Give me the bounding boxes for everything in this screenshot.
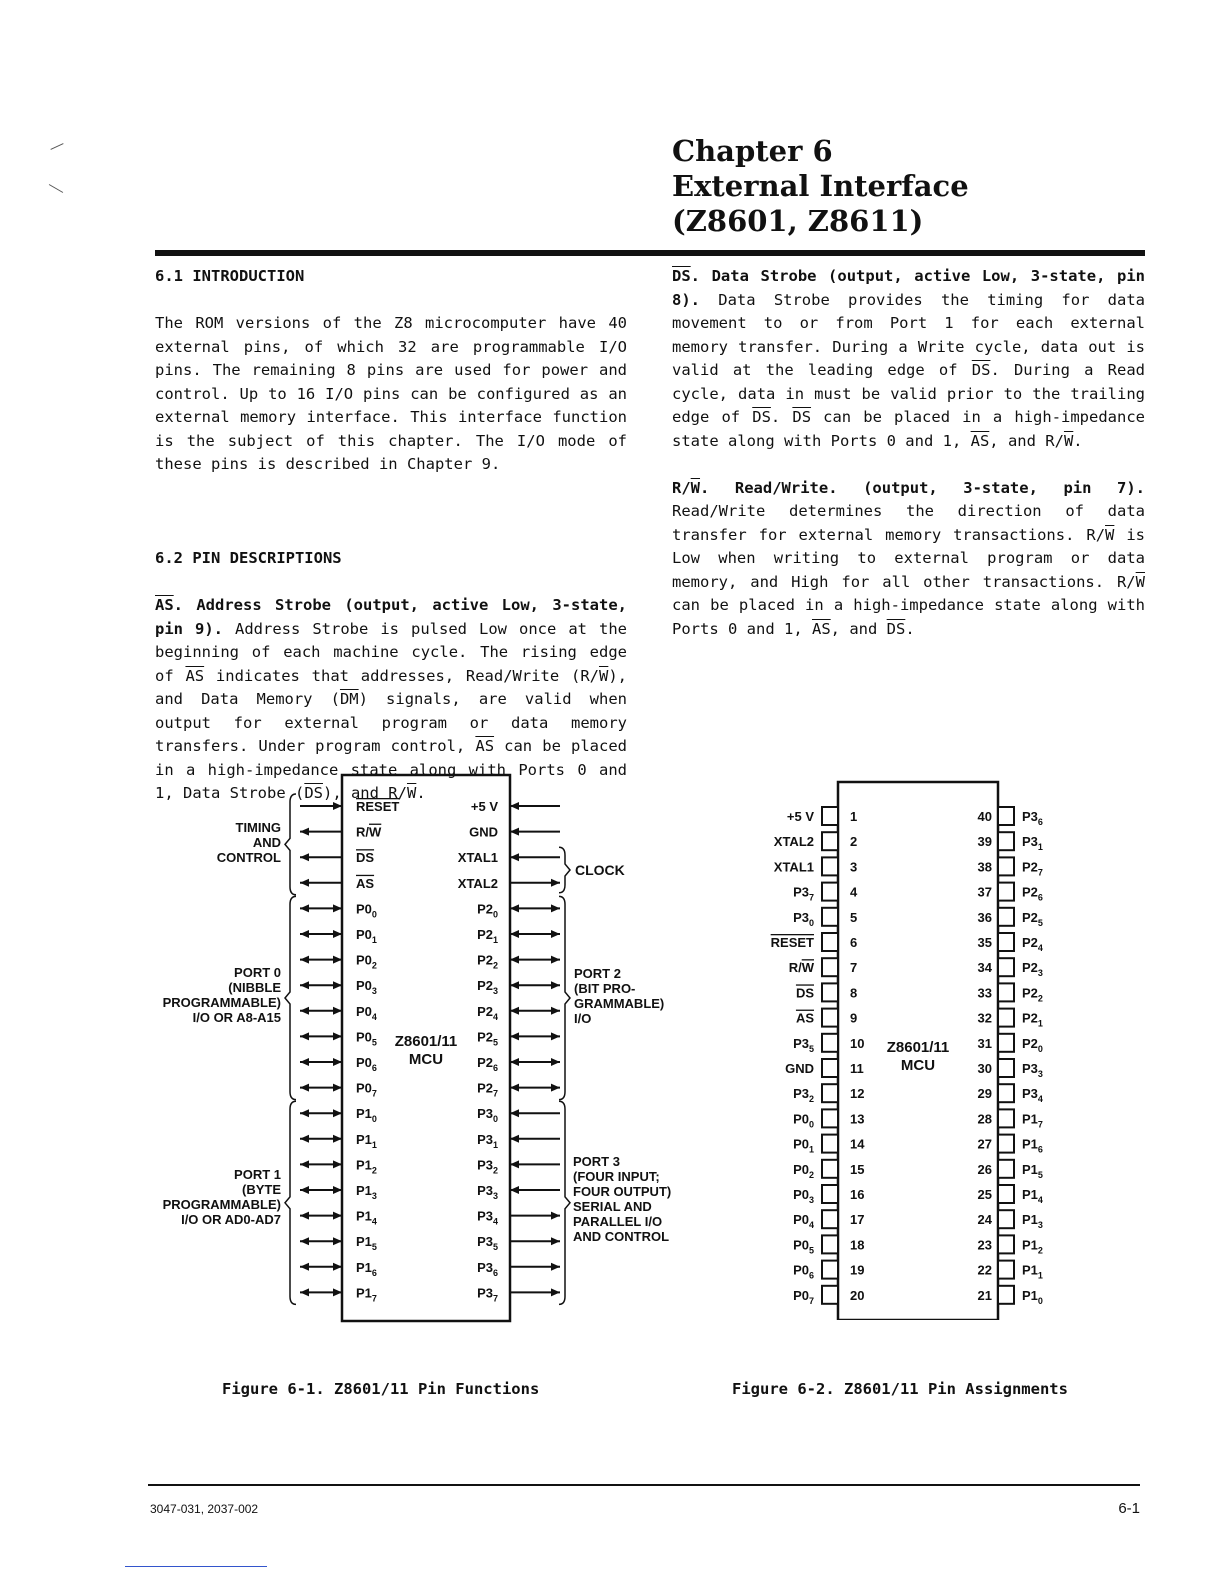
fig1-left-signal-arrow (300, 1109, 342, 1117)
fig2-pin-26 (998, 1160, 1014, 1178)
fig1-chip-name: Z8601/11 (394, 1033, 458, 1050)
fig1-group-port3-label: PORT 3 (573, 1154, 620, 1169)
fig2-pin-14 (822, 1135, 838, 1153)
fig1-timing-brace (285, 794, 296, 895)
fig1-left-pin-label: $P1_3$ (356, 1183, 377, 1201)
fig2-left-pin-number: 15 (850, 1161, 865, 1177)
fig2-pin-22 (998, 1261, 1014, 1279)
as-description: $\overline{AS}$. Address Strobe (output, active Low, 3-state, pin 9). Address Strobe is pulsed Low once at the beginning of each machine cycle. The rising edge of $\overline{AS}$ indicates that addresses, Read/Write $(R/\overline{W})$, and Data Memory $(\overline{DM})$ signals, are valid when output for external program or data memory transfers. Under program control, $\overline{AS}$ can be placed in a high-impedance state along with Ports 0 and 1, Data Strobe $(\overline{DS})$, and $R/\overline{W}$. (155, 596, 628, 802)
fig2-right-pin-number: 35 (977, 935, 992, 950)
fig1-right-pin-label: $P2_5$ (477, 1029, 498, 1048)
fig2-left-pin-number: 17 (850, 1212, 865, 1228)
fig1-left-pin-label: $P1_0$ (356, 1106, 377, 1125)
fig1-left-pin-label: $P1_2$ (356, 1157, 377, 1176)
fig2-left-pin-label: +5 V (786, 809, 814, 824)
fig1-right-signal-arrow (510, 1263, 560, 1271)
fig2-left-pin-number: 7 (850, 960, 858, 976)
fig2-right-pin-number: 34 (977, 960, 992, 976)
fig1-group-port3-label: (FOUR INPUT; (573, 1169, 660, 1184)
fig2-right-pin-number: 31 (977, 1035, 992, 1051)
fig2-pin-17 (822, 1210, 838, 1228)
fig1-left-pin-label: R/W (356, 824, 382, 840)
fig1-left-pin-label: $P1_1$ (356, 1131, 377, 1150)
fig1-right-signal-arrow (510, 1135, 560, 1143)
fig2-pin-1 (822, 807, 838, 825)
fig2-left-pin-number: 14 (850, 1136, 865, 1152)
fig2-right-pin-number: 36 (977, 909, 992, 925)
fig2-left-pin-number: 11 (850, 1061, 864, 1076)
fig1-right-signal-arrow (510, 1109, 560, 1117)
fig2-right-pin-label: $P2_6$ (1022, 884, 1043, 903)
fig2-right-pin-number: 39 (977, 834, 992, 850)
fig2-right-pin-label: $P1_2$ (1022, 1237, 1043, 1256)
fig1-port0-brace (285, 896, 296, 1099)
fig2-right-pin-number: 27 (977, 1136, 992, 1152)
fig1-right-signal-arrow (510, 1288, 560, 1296)
fig1-left-signal-arrow (300, 1212, 342, 1220)
fig1-group-port3-label: AND CONTROL (573, 1229, 670, 1244)
top-rule (155, 250, 1145, 256)
fig2-right-pin-label: $P2_0$ (1022, 1035, 1043, 1054)
fig2-left-pin-label: R/W (788, 960, 814, 976)
fig1-right-signal-arrow (510, 879, 560, 887)
fig2-chip-sub: MCU (900, 1057, 936, 1074)
fig2-pin-27 (998, 1135, 1014, 1153)
fig2-pin-15 (822, 1160, 838, 1178)
fig1-right-pin-label: GND (469, 824, 498, 840)
fig2-left-pin-number: 19 (850, 1262, 865, 1278)
fig2-left-pin-number: 18 (850, 1237, 865, 1253)
fig1-group-port1-label: I/O OR AD0-AD7 (181, 1212, 281, 1227)
fig1-left-pin-label: $P0_3$ (356, 978, 377, 997)
fig1-group-port0-label: I/O OR A8-A15 (192, 1010, 281, 1025)
fig1-left-signal-arrow (300, 1288, 342, 1296)
fig2-left-pin-number: 5 (850, 909, 858, 925)
link-underline (125, 1566, 267, 1567)
fig1-left-signal-arrow (300, 1135, 342, 1143)
fig1-left-pin-label: $P0_1$ (356, 927, 377, 945)
fig2-right-pin-number: 30 (977, 1061, 992, 1076)
fig2-left-pin-number: 13 (850, 1111, 865, 1127)
fig1-right-signal-arrow (510, 1160, 560, 1168)
fig1-group-port3-label: PARALLEL I/O (573, 1214, 663, 1229)
fig1-group-port1-label: PORT 1 (234, 1167, 281, 1182)
fig1-left-signal-arrow (300, 1084, 342, 1092)
fig2-left-pin-label: $P0_5$ (793, 1237, 814, 1256)
fig2-right-pin-number: 40 (977, 809, 992, 824)
fig2-pin-13 (822, 1109, 838, 1127)
fig1-right-pin-label: $P3_1$ (477, 1131, 498, 1150)
fig2-pin-28 (998, 1109, 1014, 1127)
footer-doc-numbers: 3047-031, 2037-002 (150, 1502, 259, 1516)
chapter-number: Chapter 6 (672, 134, 833, 168)
fig1-right-signal-arrow (510, 1237, 560, 1245)
fig2-right-pin-label: $P2_3$ (1022, 960, 1043, 979)
fig2-left-pin-number: 12 (850, 1086, 865, 1102)
fig1-left-pin-label: $P0_6$ (356, 1055, 377, 1073)
fig2-right-pin-label: $P2_4$ (1022, 935, 1043, 953)
fig2-pin-6 (822, 933, 838, 951)
chapter-name: External Interface (672, 169, 969, 203)
fig2-pin-37 (998, 883, 1014, 901)
fig1-right-pin-label: $P3_6$ (477, 1259, 498, 1278)
fig2-left-pin-label: RESET (770, 935, 814, 950)
fig1-right-signal-arrow (510, 904, 560, 912)
scan-mark (49, 184, 63, 193)
rw-description: $R/\overline{W}$. Read/Write. (output, 3-state, pin 7). Read/Write determines the direction of data transfer for external memory transactions. $R/\overline{W}$ is Low when writing to external program or data memory, and High for all other transactions. $R/\overline{W}$ can be placed in a high-impedance state along with Ports 0 and 1, $\overline{AS}$, and $\overline{DS}$. (672, 478, 1145, 638)
fig2-left-pin-number: 10 (850, 1035, 865, 1051)
fig1-left-signal-arrow (300, 1186, 342, 1194)
fig1-right-signal-arrow (510, 1058, 560, 1066)
fig1-right-signal-arrow (510, 1186, 560, 1194)
fig2-right-pin-label: $P3_3$ (1022, 1061, 1043, 1079)
pin-descriptions-heading: 6.2 PIN DESCRIPTIONS (155, 549, 342, 567)
fig2-right-pin-label: $P3_1$ (1022, 834, 1043, 853)
fig2-pin-4 (822, 883, 838, 901)
fig1-left-pin-label: $P1_6$ (356, 1259, 377, 1278)
fig1-port1-brace (285, 1101, 296, 1304)
fig1-right-pin-label: +5 V (470, 799, 498, 814)
fig1-left-signal-arrow (300, 1032, 342, 1040)
fig1-left-pin-label: $P0_5$ (356, 1029, 377, 1048)
fig2-pin-34 (998, 958, 1014, 976)
fig2-right-pin-number: 29 (977, 1086, 992, 1102)
fig2-right-pin-number: 28 (977, 1111, 992, 1127)
fig2-pin-32 (998, 1009, 1014, 1027)
fig2-left-pin-label: GND (785, 1061, 814, 1076)
fig1-right-signal-arrow (510, 828, 560, 836)
fig1-right-pin-label: $P2_6$ (477, 1055, 498, 1073)
fig1-left-signal-arrow (300, 1237, 342, 1245)
fig1-right-pin-label: $P3_0$ (477, 1106, 498, 1125)
fig1-left-signal-arrow (300, 828, 342, 836)
fig2-right-pin-number: 25 (977, 1187, 992, 1202)
fig2-right-pin-label: $P2_5$ (1022, 909, 1043, 928)
fig1-left-signal-arrow (300, 1160, 342, 1168)
fig2-chip-name: Z8601/11 (886, 1039, 950, 1056)
fig1-chip-sub: MCU (408, 1051, 444, 1068)
fig2-right-pin-label: $P2_1$ (1022, 1010, 1043, 1029)
fig2-left-pin-number: 3 (850, 859, 858, 875)
fig1-group-port0-label: (NIBBLE (228, 980, 281, 995)
fig2-pin-18 (822, 1235, 838, 1253)
fig2-right-pin-label: $P1_3$ (1022, 1212, 1043, 1231)
fig2-right-pin-label: $P1_6$ (1022, 1136, 1043, 1155)
fig1-right-pin-label: $P2_2$ (477, 952, 498, 971)
fig2-pin-2 (822, 832, 838, 850)
fig1-right-pin-label: $P2_4$ (477, 1003, 498, 1022)
fig2-right-pin-number: 33 (977, 985, 992, 1001)
fig1-port3-brace (559, 1101, 570, 1304)
fig2-pin-7 (822, 958, 838, 976)
fig2-pin-8 (822, 983, 838, 1001)
fig2-pin-24 (998, 1210, 1014, 1228)
fig2-left-pin-label: $P3_5$ (793, 1035, 814, 1054)
fig1-right-signal-arrow (510, 1007, 560, 1015)
fig2-pin-29 (998, 1084, 1014, 1102)
fig1-right-signal-arrow (510, 1032, 560, 1040)
fig2-pin-33 (998, 983, 1014, 1001)
scan-mark (50, 143, 63, 150)
fig2-left-pin-number: 1 (850, 809, 858, 824)
fig2-pin-21 (998, 1286, 1014, 1304)
fig1-left-signal-arrow (300, 879, 342, 887)
fig1-right-pin-label: $P2_3$ (477, 978, 498, 997)
ds-description: $\overline{DS}$. Data Strobe (output, active Low, 3-state, pin 8). Data Strobe provides the timing for data movement to or from Port 1 for each external memory transfer. During a Write cycle, data out is valid at the leading edge of $\overline{DS}$. During a Read cycle, data in must be valid prior to the trailing edge of $\overline{DS}$. $\overline{DS}$ can be placed in a high-impedance state along with Ports 0 and 1, $\overline{AS}$, and $R/\overline{W}$. (672, 267, 1146, 450)
fig1-left-pin-label: $P0_7$ (356, 1080, 377, 1099)
fig2-left-pin-label: $P0_6$ (793, 1262, 814, 1281)
figure-2-caption: Figure 6-2. Z8601/11 Pin Assignments (732, 1380, 1068, 1398)
fig1-left-signal-arrow (300, 802, 342, 810)
fig2-left-pin-label: $P0_3$ (793, 1187, 814, 1205)
fig1-right-pin-label: XTAL2 (457, 875, 498, 891)
fig1-right-signal-arrow (510, 802, 560, 810)
footer-page-number: 6-1 (1118, 1500, 1140, 1517)
fig1-group-port0-label: PROGRAMMABLE) (162, 995, 281, 1010)
fig2-left-pin-label: $P0_7$ (793, 1287, 814, 1306)
fig2-pin-23 (998, 1235, 1014, 1253)
chapter-title (672, 134, 969, 239)
fig1-right-signal-arrow (510, 1084, 560, 1092)
fig1-group-port2-label: PORT 2 (574, 966, 621, 981)
fig2-left-pin-label: $P3_7$ (793, 884, 814, 903)
fig2-right-pin-label: $P1_5$ (1022, 1161, 1043, 1180)
fig2-left-pin-number: 4 (850, 884, 858, 900)
fig1-left-signal-arrow (300, 1058, 342, 1066)
fig2-pin-5 (822, 908, 838, 926)
fig1-left-signal-arrow (300, 853, 342, 861)
fig1-right-signal-arrow (510, 956, 560, 964)
fig1-left-pin-label: $P1_7$ (356, 1285, 377, 1304)
fig2-left-pin-number: 2 (850, 834, 858, 850)
fig1-group-port3-label: SERIAL AND (573, 1199, 652, 1214)
fig2-right-pin-label: $P3_6$ (1022, 809, 1043, 827)
right-column (672, 265, 1145, 641)
fig2-left-pin-number: 6 (850, 935, 858, 950)
intro-heading: 6.1 INTRODUCTION (155, 267, 305, 285)
fig2-left-pin-number: 9 (850, 1010, 858, 1026)
fig2-pin-40 (998, 807, 1014, 825)
fig1-right-pin-label: $P2_7$ (477, 1080, 498, 1099)
fig2-right-pin-label: $P2_2$ (1022, 985, 1043, 1004)
fig2-right-pin-number: 26 (977, 1161, 992, 1177)
fig2-right-pin-label: $P1_4$ (1022, 1187, 1043, 1205)
fig1-left-signal-arrow (300, 1007, 342, 1015)
fig2-left-pin-label: XTAL1 (773, 859, 814, 875)
fig1-group-port2-label: (BIT PRO- (574, 981, 636, 996)
fig1-right-pin-label: $P2_1$ (477, 927, 498, 945)
fig1-group-port2-label: I/O (574, 1011, 592, 1026)
figure-1-caption: Figure 6-1. Z8601/11 Pin Functions (222, 1380, 540, 1398)
fig2-left-pin-label: $P3_0$ (793, 909, 814, 928)
fig2-right-pin-number: 21 (977, 1287, 992, 1303)
fig1-port2-brace (559, 896, 570, 1099)
pin-assignments-diagram (755, 780, 1075, 1320)
fig2-pin-20 (822, 1286, 838, 1304)
fig1-group-clock-label: CLOCK (575, 862, 625, 878)
fig2-right-pin-number: 24 (977, 1212, 992, 1228)
fig2-left-pin-number: 20 (850, 1287, 865, 1303)
pin-functions-diagram (145, 770, 705, 1330)
fig2-pin-31 (998, 1034, 1014, 1052)
chapter-subtitle: (Z8601, Z8611) (672, 204, 924, 238)
fig2-pin-11 (822, 1059, 838, 1077)
fig2-right-pin-number: 37 (977, 884, 992, 900)
fig2-pin-3 (822, 857, 838, 875)
fig2-left-pin-number: 8 (850, 985, 858, 1001)
fig1-group-port1-label: PROGRAMMABLE) (162, 1197, 281, 1212)
fig2-left-pin-label: AS (795, 1010, 814, 1026)
fig1-right-signal-arrow (510, 930, 560, 938)
fig1-right-pin-label: $P3_7$ (477, 1285, 498, 1304)
fig2-right-pin-label: $P3_4$ (1022, 1086, 1043, 1105)
fig2-pin-19 (822, 1261, 838, 1279)
fig2-left-pin-label: $P0_4$ (793, 1212, 814, 1231)
fig1-group-port1-label: (BYTE (242, 1182, 281, 1197)
fig1-clock-brace (559, 847, 570, 893)
fig1-group-port3-label: FOUR OUTPUT) (573, 1184, 672, 1199)
fig2-pin-12 (822, 1084, 838, 1102)
fig2-left-pin-label: $P0_0$ (793, 1111, 814, 1130)
fig2-right-pin-number: 23 (977, 1237, 992, 1253)
fig1-left-pin-label: $P1_4$ (356, 1208, 377, 1227)
fig2-left-pin-number: 16 (850, 1187, 865, 1202)
fig2-pin-25 (998, 1185, 1014, 1203)
fig1-left-pin-label: $P1_5$ (356, 1234, 377, 1253)
fig1-left-pin-label: $P0_0$ (356, 901, 377, 920)
fig1-left-signal-arrow (300, 930, 342, 938)
fig2-pin-36 (998, 908, 1014, 926)
fig1-left-pin-label: AS (356, 875, 375, 891)
fig2-right-pin-number: 38 (977, 859, 992, 875)
fig1-left-pin-label: RESET (356, 799, 400, 814)
left-column (155, 265, 627, 806)
fig1-right-pin-label: $P3_5$ (477, 1234, 498, 1253)
fig2-right-pin-label: $P2_7$ (1022, 859, 1043, 878)
fig1-right-pin-label: $P3_4$ (477, 1208, 498, 1227)
fig1-right-signal-arrow (510, 1212, 560, 1220)
fig1-left-pin-label: $P0_4$ (356, 1003, 377, 1022)
fig1-left-pin-label: $P0_2$ (356, 952, 377, 971)
fig1-left-pin-label: DS (356, 850, 375, 866)
fig1-right-pin-label: $P3_2$ (477, 1157, 498, 1176)
fig2-pin-9 (822, 1009, 838, 1027)
intro-body: The ROM versions of the Z8 microcomputer have 40 external pins, of which 32 are programmable I/O pins. The remaining 8 pins are used for power and control. Up to 16 I/O pins can be configured as an external memory interface. This interface function is the subject of this chapter. The I/O mode of these pins is described in Chapter 9. (155, 314, 627, 473)
fig1-group-port0-label: PORT 0 (234, 965, 281, 980)
fig1-group-port2-label: GRAMMABLE) (574, 996, 665, 1011)
fig1-right-pin-label: XTAL1 (457, 850, 498, 866)
fig1-left-signal-arrow (300, 956, 342, 964)
fig2-pin-16 (822, 1185, 838, 1203)
fig1-left-signal-arrow (300, 981, 342, 989)
fig2-pin-35 (998, 933, 1014, 951)
fig2-left-pin-label: $P0_1$ (793, 1136, 814, 1155)
fig1-left-signal-arrow (300, 1263, 342, 1271)
fig1-right-signal-arrow (510, 981, 560, 989)
fig2-right-pin-label: $P1_0$ (1022, 1287, 1043, 1306)
fig2-right-pin-number: 22 (977, 1262, 992, 1278)
fig1-right-signal-arrow (510, 853, 560, 861)
bottom-rule (148, 1484, 1140, 1486)
fig2-right-pin-number: 32 (977, 1010, 992, 1026)
fig2-left-pin-label: XTAL2 (773, 834, 814, 850)
fig2-right-pin-label: $P1_7$ (1022, 1111, 1043, 1130)
fig1-group-timing-label: TIMING (235, 820, 281, 835)
fig1-left-signal-arrow (300, 904, 342, 912)
fig1-right-pin-label: $P3_3$ (477, 1183, 498, 1201)
fig2-pin-10 (822, 1034, 838, 1052)
fig1-group-timing-label: CONTROL (216, 850, 281, 865)
fig1-right-pin-label: $P2_0$ (477, 901, 498, 920)
fig2-right-pin-label: $P1_1$ (1022, 1262, 1043, 1281)
fig2-pin-30 (998, 1059, 1014, 1077)
fig2-left-pin-label: DS (795, 985, 814, 1001)
fig2-pin-38 (998, 857, 1014, 875)
fig2-pin-39 (998, 832, 1014, 850)
fig1-group-timing-label: AND (252, 835, 281, 850)
fig2-left-pin-label: $P3_2$ (793, 1086, 814, 1105)
fig2-left-pin-label: $P0_2$ (793, 1161, 814, 1180)
